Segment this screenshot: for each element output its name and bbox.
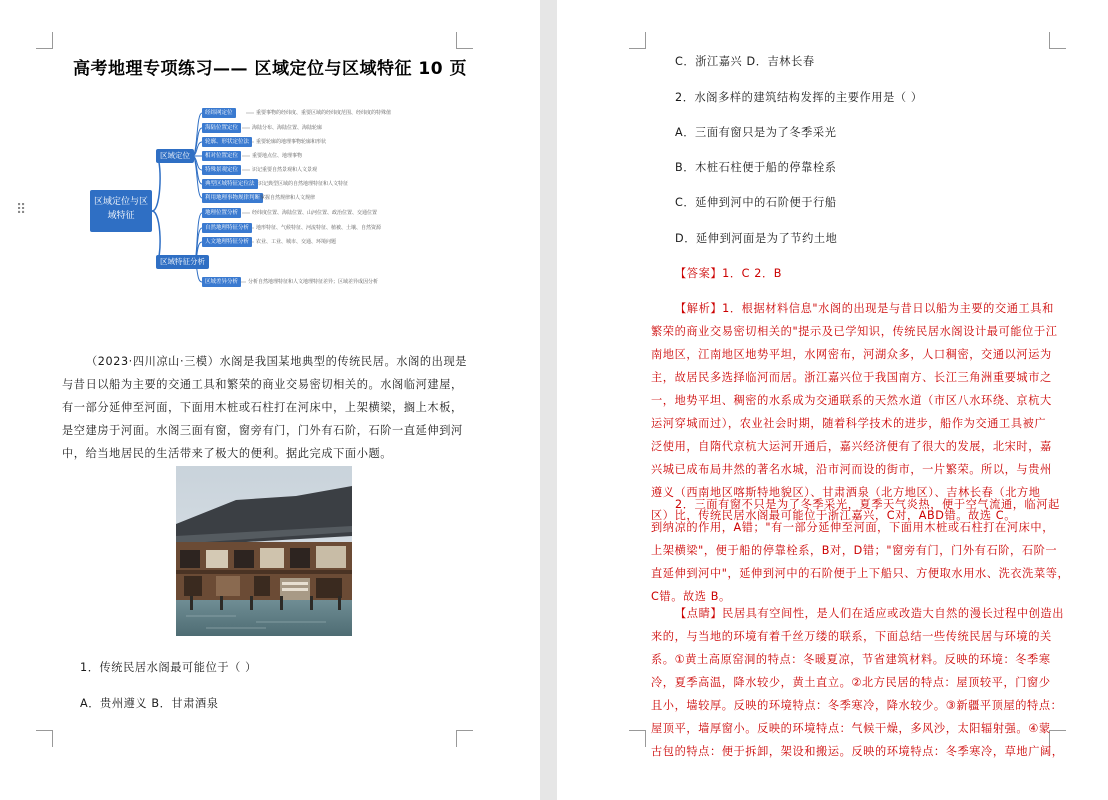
question-1: 1．传统民居水阁最可能位于（ ） <box>80 661 257 674</box>
mind-map-desc: 重要地点位、地理事物 <box>252 153 303 159</box>
analysis-line: 直延伸到河中"，延伸到河中的石阶便于上下船只、方便取水用水、洗衣洗菜等， <box>651 567 1070 580</box>
question-passage <box>62 350 486 465</box>
mind-map-desc: 经纬度位置、海陆位置、山河位置、政治位置、交通位置 <box>252 210 378 216</box>
tip-line: 【点睛】民居具有空间性，是人们在适应或改造大自然的漫长过程中创造出 <box>675 607 1064 620</box>
mind-map <box>0 0 540 330</box>
mind-map-node: 相对位置定位 <box>202 151 241 161</box>
analysis-line: 泛使用，自隋代京杭大运河开通后，嘉兴经济便有了很大的发展，北宋时，嘉 <box>651 440 1052 453</box>
passage-line: 中，给当地居民的生活带来了极大的便利。据此完成下面小题。 <box>62 447 393 460</box>
analysis-line: 到纳凉的作用，A错；"有一部分延伸至河面，下面用木桩或石柱打在河床中， <box>651 521 1054 534</box>
analysis-line: 上架横梁"，便于船的停靠栓系，B对，D错；"窗旁有门，门外有石阶，石阶一 <box>651 544 1058 557</box>
mind-map-node: 人文地理特征分析 <box>202 237 252 247</box>
tip-line: 古包的特点：便于拆卸，架设和搬运。反映的环境特点：冬季寒冷，草地广阔， <box>651 745 1064 758</box>
tip-line: 且小，墙较厚。反映的环境特点：冬季寒冷，降水较少。③新疆平顶屋的特点： <box>651 699 1063 712</box>
mind-map-branch: 区域定位 <box>156 149 194 163</box>
document-page-left <box>0 0 540 800</box>
question-2-option-b: B．木桩石柱便于船的停靠栓系 <box>675 161 837 174</box>
mind-map-desc: 海陆分布、海陆位置、海陆轮廓 <box>252 125 323 131</box>
analysis-line: 一，地势平坦、稠密的水系成为交通联系的天然水道（市区八水环绕、京杭大 <box>651 394 1052 407</box>
analysis-line: 南地区，江南地区地势平坦，水网密布，河湖众多，人口稠密，交通以河运为 <box>651 348 1052 361</box>
mind-map-desc: 重要事物的经纬度、重要区域的经纬度范围、经纬度的特殊值 <box>256 110 392 116</box>
question-1-options-cd: C．浙江嘉兴 D．吉林长春 <box>675 55 815 68</box>
mind-map-desc: 重要轮廓的地理事物轮廓和形状 <box>256 139 327 145</box>
document-title: 高考地理专项练习—— 区域定位与区域特征 10 页 <box>73 59 467 79</box>
water-pavilion-illustration <box>176 466 352 636</box>
mind-map-node: 典型区域特征定位法 <box>202 179 258 189</box>
question-2-option-c: C．延伸到河中的石阶便于行船 <box>675 196 837 209</box>
mind-map-node: 地理位置分析 <box>202 208 241 218</box>
analysis-line: 主，故居民多选择临河而居。浙江嘉兴位于我国南方、长江三角洲重要城市之 <box>651 371 1052 384</box>
page-gap <box>540 0 557 800</box>
tip-line: 屋顶平，墙厚窗小。反映的环境特点：气候干燥，多风沙，太阳辐射强。④蒙 <box>651 722 1051 735</box>
passage-line: 是空建房于河面。水阁三面有窗，窗旁有门，门外有石阶，石阶一直延伸到河 <box>62 424 463 437</box>
crop-mark <box>456 730 473 747</box>
mind-map-root: 区域定位与区域特征 <box>90 190 152 232</box>
tip-line: 冷，夏季高温，降水较少，黄土直立。②北方民居的特点：屋顶较平，门窗少 <box>651 676 1051 689</box>
mind-map-node: 特殊景观定位 <box>202 165 241 175</box>
mind-map-node: 海陆位置定位 <box>202 123 241 133</box>
mind-map-desc: 农业、工业、城市、交通、环境问题 <box>256 239 337 245</box>
analysis-line: C错。故选 B。 <box>651 590 731 603</box>
passage-line: 与昔日以船为主要的交通工具和繁荣的商业交易密切相关的。水阁临河建屋， <box>62 378 463 391</box>
crop-mark <box>36 730 53 747</box>
analysis-line: 遵义（西南地区喀斯特地貌区）、甘肃酒泉（北方地区）、吉林长春（北方地 <box>651 486 1041 499</box>
passage-line: （2023·四川凉山·三模）水阁是我国某地典型的传统民居。水阁的出现是 <box>86 355 468 368</box>
question-2-option-d: D．延伸到河面是为了节约土地 <box>675 232 838 245</box>
mind-map-desc: 识记典型区域的自然地理特征和人文特征 <box>258 181 349 187</box>
mind-map-desc: 分析自然地理特征和人文地理特征差异；区域差异成因分析 <box>248 279 379 285</box>
analysis-line: 运河穿城而过），农业社会时期，随着科学技术的进步，船作为交通工具被广 <box>651 417 1047 430</box>
crop-mark <box>1049 32 1066 49</box>
analysis-line: 【解析】1．根据材料信息"水阁的出现是与昔日以船为主要的交通工具和 <box>675 302 1054 315</box>
mind-map-node: 区域差异分析 <box>202 277 241 287</box>
mind-map-desc: 识记重要自然景观和人文景观 <box>252 167 318 173</box>
analysis-line: 2．三面有窗不只是为了冬季采光，夏季天气炎热，便于空气流通，临河起 <box>675 498 1060 511</box>
tip-line: 来的，与当地的环境有着千丝万缕的联系，下面总结一些传统民居与环境的关 <box>651 630 1052 643</box>
analysis-line: 兴城已成布局井然的著名水城，沿市河而设的街市，一片繁荣。所以，与贵州 <box>651 463 1052 476</box>
analysis-line: 繁荣的商业交易密切相关的"提示及已学知识，传统民居水阁设计最可能位于江 <box>651 325 1058 338</box>
mind-map-desc: 掌握自然规律和人文规律 <box>260 195 316 201</box>
mind-map-node: 自然地理特征分析 <box>202 223 252 233</box>
crop-mark <box>629 32 646 49</box>
water-pavilion-photo <box>176 466 352 636</box>
passage-line: 有一部分延伸至河面，下面用木桩或石柱打在河床中，上架横梁，搁上木板， <box>62 401 463 414</box>
tip-line: 系。①黄土高原窑洞的特点：冬暖夏凉，节省建筑材料。反映的环境：冬季寒 <box>651 653 1051 666</box>
analysis-2 <box>651 493 1087 608</box>
drag-handle-icon[interactable]: ⠿ <box>16 202 27 218</box>
mind-map-node: 经纬网定位 <box>202 108 236 118</box>
question-1-options-ab: A．贵州遵义 B．甘肃酒泉 <box>80 697 219 710</box>
tip-section <box>651 602 1087 763</box>
mind-map-branch: 区域特征分析 <box>156 255 209 269</box>
mind-map-node: 利用地理事物规律判断 <box>202 193 263 203</box>
document-page-right <box>557 0 1108 800</box>
question-2-option-a: A．三面有窗只是为了冬季采光 <box>675 126 837 139</box>
question-2: 2．水阁多样的建筑结构发挥的主要作用是（ ） <box>675 91 923 104</box>
mind-map-node: 轮廓、形状定位法 <box>202 137 252 147</box>
answer-line: 【答案】1．C 2．B <box>675 267 783 280</box>
analysis-line: 区）比，传统民居水阁最可能位于浙江嘉兴，C对，ABD错。故选 C。 <box>651 509 1016 522</box>
mind-map-desc: 地形特征、气候特征、河流特征、植被、土壤、自然资源 <box>256 225 382 231</box>
crop-mark <box>629 730 646 747</box>
